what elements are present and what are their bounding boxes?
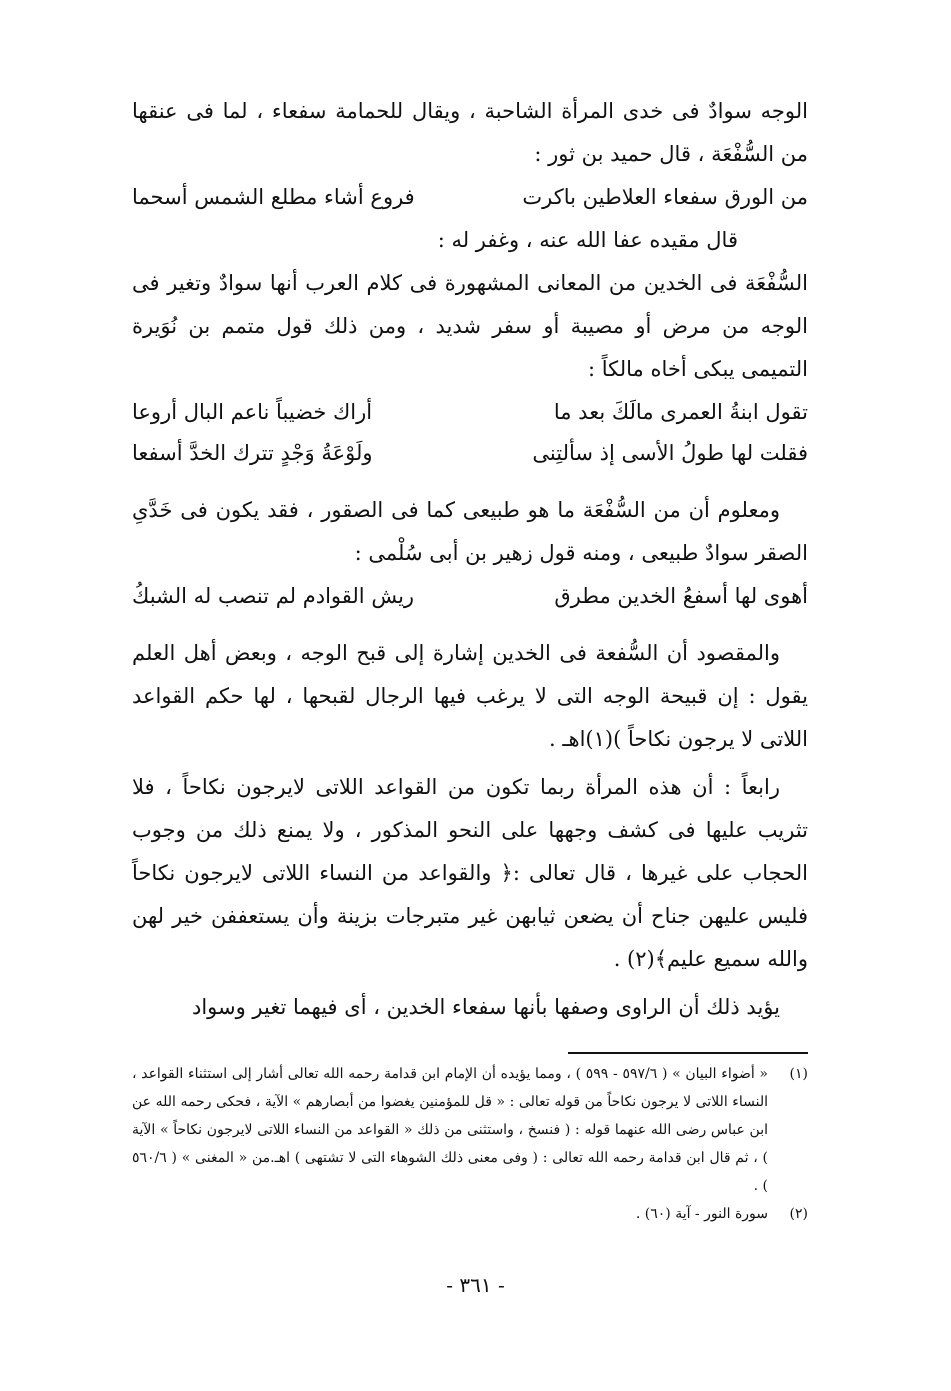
verse-line-2 bbox=[132, 391, 808, 434]
paragraph-1: الوجه سوادٌ فى خدى المرأة الشاحبة ، ويقال للحمامة سفعاء ، لما فى عنقها من السُّفْعَة ، قال حميد بن ثور : bbox=[132, 99, 808, 166]
paragraph-3: السُّفْعَة فى الخدين من المعانى المشهورة فى كلام العرب أنها سوادٌ وتغير فى الوجه من مرض أو مصيبة أو سفر شديد ، ومن ذلك قول متمم بن نُوَيرة التميمى يبكى أخاه مالكاً : bbox=[132, 271, 808, 381]
footnote-2-text: سورة النور - آية (٦٠) . bbox=[635, 1206, 768, 1222]
page-number: - ٣٦١ - bbox=[446, 1273, 505, 1297]
footnote-2 bbox=[132, 1200, 808, 1228]
paragraph-5: والمقصود أن السُّفعة فى الخدين إشارة إلى قبح الوجه ، وبعض أهل العلم يقول : إن قبيحة الوجه التى لا يرغب فيها الرجال لقبحها ، لها حكم القواعد اللاتى لا يرجون نكاحاً )(١)اهـ . bbox=[132, 641, 808, 751]
paragraph-6: رابعاً : أن هذه المرأة ربما تكون من القواعد اللاتى لايرجون نكاحاً ، فلا تثريب عليها فى كشف وجهها على النحو المذكور ، ولا يمنع ذلك من وجوب الحجاب على غيرها ، قال تعالى :﴿ والقواعد من النساء اللاتى لايرجون نكاحاً فليس عليهن جناح أن يضعن ثيابهن غير متبرجات بزينة وأن يستعففن خير لهن والله سميع عليم﴾(٢) . bbox=[132, 775, 808, 971]
verse-line-3 bbox=[132, 432, 808, 475]
verse-4-first-hemistich: أهوى لها أسفعُ الخدين مطرق bbox=[554, 584, 808, 608]
footnote-1 bbox=[132, 1060, 808, 1200]
verse-line-1 bbox=[132, 176, 808, 219]
verse-2-second-hemistich: أراك خضيباً ناعم البال أروعا bbox=[132, 400, 373, 424]
verse-1-second-hemistich: فروع أشاء مطلع الشمس أسحما bbox=[132, 185, 415, 209]
footnotes-section bbox=[132, 1060, 808, 1228]
verse-1-first-hemistich: من الورق سفعاء العلاطين باكرت bbox=[522, 185, 808, 209]
verse-3-second-hemistich: ولَوْعَةُ وَجْدٍ تترك الخدَّ أسفعا bbox=[132, 441, 373, 465]
footnote-separator bbox=[568, 1052, 808, 1054]
verse-2-first-hemistich: تقول ابنةُ العمرى مالَكَ بعد ما bbox=[553, 400, 808, 424]
footnote-1-number: (١) bbox=[789, 1066, 808, 1082]
paragraph-4: ومعلوم أن من السُّفْعَة ما هو طبيعى كما فى الصقور ، فقد يكون فى خَدَّىِ الصقر سوادٌ طبيعى ، ومنه قول زهير بن أبى سُلْمى : bbox=[132, 498, 808, 565]
footnote-2-number: (٢) bbox=[789, 1206, 808, 1222]
footnote-1-text: « أضواء البيان » ( ٥٩٧/٦ - ٥٩٩ ) ، ومما يؤيده أن الإمام ابن قدامة رحمه الله تعالى أشار إلى استثناء القواعد ، النساء اللاتى لا يرجون نكاحاً من قوله تعالى : « قل للمؤمنين يغضوا من أبصارهم » الآية ، فحكى رحمه الله عن ابن عباس رضى الله عنهما قوله : ( فنسخ ، واستثنى من ذلك « القواعد من النساء اللاتى لايرجون نكاحاً » الآية ) ، ثم قال ابن قدامة رحمه الله تعالى : ( وفى معنى ذلك الشوهاء التى لا تشتهى ) اهـ.من « المغنى » ( ٥٦٠/٦ ) . bbox=[132, 1066, 768, 1194]
paragraph-2: قال مقيده عفا الله عنه ، وغفر له : bbox=[437, 228, 738, 252]
verse-4-second-hemistich: ريش القوادم لم تنصب له الشبكُ bbox=[132, 584, 415, 608]
verse-line-4 bbox=[132, 575, 808, 618]
paragraph-7: يؤيد ذلك أن الراوى وصفها بأنها سفعاء الخدين ، أى فيهما تغير وسواد bbox=[191, 995, 780, 1019]
verse-3-first-hemistich: فقلت لها طولُ الأسى إذ سألتِنى bbox=[532, 441, 808, 465]
